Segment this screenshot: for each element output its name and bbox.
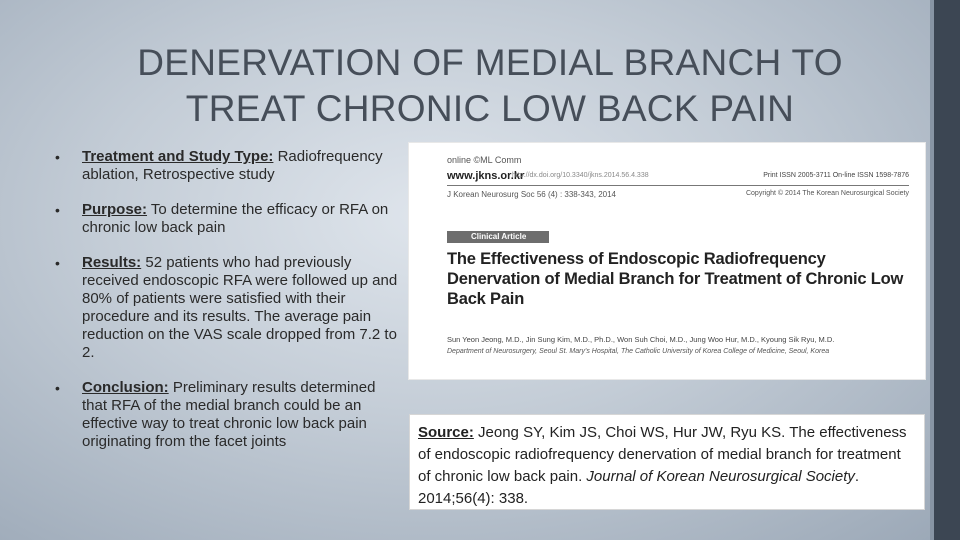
source-label: Source: (418, 424, 474, 441)
bullet-dot-icon: • (55, 149, 60, 165)
bullet-dot-icon: • (55, 380, 60, 396)
bullet-purpose (55, 201, 400, 237)
paper-doi: http://dx.doi.org/10.3340/jkns.2014.56.4.338 (512, 172, 649, 179)
bullet-results (55, 254, 400, 362)
right-decorative-band (934, 0, 960, 540)
paper-divider (447, 185, 909, 186)
paper-screenshot (409, 143, 925, 379)
slide-title-line-1: DENERVATION OF MEDIAL BRANCH TO (137, 42, 843, 83)
paper-copyright: Copyright © 2014 The Korean Neurosurgical Society (745, 190, 909, 197)
source-citation-box (409, 414, 925, 510)
source-authors: Jeong SY, Kim JS, Choi WS, Hur JW, Ryu KS. The effectiveness of endoscopic radiofrequency denervation of medial branch for treatment of chronic low back pain. (418, 424, 907, 485)
paper-affiliation: Department of Neurosurgery, Seoul St. Mary's Hospital, The Catholic University of Korea College of Medicine, Seoul, Korea (447, 348, 830, 355)
bullet-text: Radiofrequency ablation, Retrospective study (82, 148, 383, 183)
bullet-term: Results: (82, 254, 142, 271)
bullet-dot-icon: • (55, 202, 60, 218)
paper-authors: Sun Yeon Jeong, M.D., Jin Sung Kim, M.D., Ph.D., Won Suh Choi, M.D., Jung Woo Hur, M.D., Kyoung Sik Ryu, M.D. (447, 335, 835, 344)
paper-header-line: online ©ML Comm (447, 155, 522, 165)
bullet-list (55, 148, 400, 451)
source-citation: . 2014;56(4): 338. (418, 468, 860, 507)
bullet-study-type (55, 148, 400, 184)
bullet-text: To determine the efficacy or RFA on chronic low back pain (82, 201, 389, 236)
source-journal: Journal of Korean Neurosurgical Society (586, 468, 855, 485)
paper-journal-line: J Korean Neurosurg Soc 56 (4) : 338-343, 2014 (447, 190, 616, 199)
bullet-term: Treatment and Study Type: (82, 148, 274, 165)
bullet-dot-icon: • (55, 255, 60, 271)
bullet-term: Conclusion: (82, 379, 169, 396)
paper-issn: Print ISSN 2005-3711 On-line ISSN 1598-7876 (763, 172, 909, 179)
bullet-term: Purpose: (82, 201, 148, 218)
slide-title-line-2: TREAT CHRONIC LOW BACK PAIN (185, 88, 795, 129)
paper-title: The Effectiveness of Endoscopic Radiofrequency Denervation of Medial Branch for Treatment of Chronic Low Back Pain (447, 250, 904, 308)
slide-title (110, 40, 870, 132)
paper-url: www.jkns.or.kr (447, 170, 525, 182)
paper-article-badge: Clinical Article (447, 231, 549, 243)
bullet-text: Preliminary results determined that RFA of the medial branch could be an effective way to treat chronic low back pain originating from the facet joints (82, 379, 376, 450)
bullet-conclusion (55, 379, 400, 451)
bullet-text: 52 patients who had previously received endoscopic RFA were followed up and 80% of patients were satisfied with their procedure and its results. The average pain reduction on the VAS scale dropped from 7.2 to 2. (82, 254, 398, 361)
